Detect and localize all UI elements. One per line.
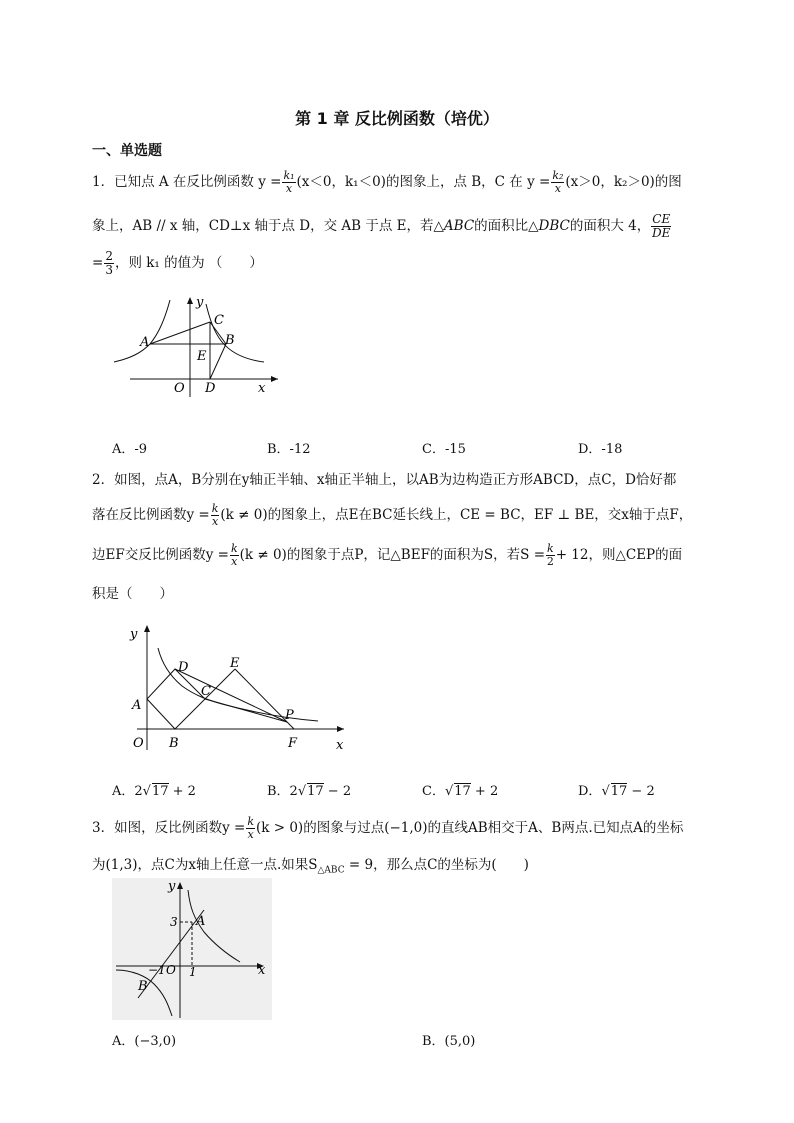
q1-label-x: x bbox=[258, 381, 266, 396]
q2-fraction-k-2: $\frac{k}{2}$ bbox=[546, 542, 554, 568]
q3-line-1 bbox=[92, 816, 683, 841]
q1-text: (x＞0，k₂＞0)的图 bbox=[565, 174, 682, 190]
q1-var: DBC bbox=[538, 218, 570, 234]
q1-fraction-k2: $\frac{\text{k₂}}{x}$ bbox=[552, 169, 564, 195]
q2-label-p: P bbox=[285, 708, 294, 723]
q1-label-y: y bbox=[196, 295, 204, 310]
arrow-icon bbox=[187, 297, 193, 304]
q2-figure bbox=[122, 620, 352, 755]
arrow-icon bbox=[271, 376, 278, 382]
q1-option-c: C．-15 bbox=[422, 442, 466, 457]
q2-option-d: D．√17 − 2 bbox=[578, 784, 655, 799]
q3-tick-1: 1 bbox=[189, 965, 197, 979]
q3-text: (k > 0)的图象与过点(−1,0)的直线AB相交于A、B两点.已知点A的坐标 bbox=[256, 820, 684, 836]
q2-text: 落在反比例函数y = bbox=[92, 507, 210, 523]
q2-text: (k ≠ 0)的图象于点P，记△BEF的面积为S，若S = bbox=[239, 547, 546, 563]
q2-line-2 bbox=[92, 503, 692, 528]
q3-option-a: A．(−3,0) bbox=[112, 1034, 177, 1049]
q1-curve-left bbox=[114, 300, 170, 362]
q1-label-o: O bbox=[174, 381, 185, 396]
q3-tick-3: 3 bbox=[170, 915, 178, 929]
q2-line-1: 2．如图，点A，B分别在y轴正半轴、x轴正半轴上，以AB为边构造正方形ABCD，点C，D恰好都 bbox=[92, 472, 677, 488]
q1-line-2 bbox=[92, 213, 672, 240]
q2-option-c: C．√17 + 2 bbox=[422, 784, 499, 799]
q1-label-a: A bbox=[140, 335, 150, 350]
q3-fraction-k-x: $\frac{k}{x}$ bbox=[247, 815, 254, 841]
q1-option-b: B．-12 bbox=[267, 442, 311, 457]
q2-line-4: 积是（ ） bbox=[92, 586, 173, 602]
q1-fraction-2-3: $\frac{2}{3}$ bbox=[105, 249, 113, 277]
q2-label-e: E bbox=[230, 656, 240, 671]
arrow-icon bbox=[144, 625, 150, 632]
q3-text: 为(1,3)，点C为x轴上任意一点.如果S bbox=[92, 857, 318, 873]
q2-fraction-k-x: $\frac{k}{x}$ bbox=[230, 542, 238, 568]
q2-label-y: y bbox=[130, 627, 138, 642]
q1-segment-bd bbox=[210, 344, 226, 379]
q2-line-3 bbox=[92, 543, 682, 568]
q1-text: (x＜0，k₁＜0)的图象上，点 B，C 在 y = bbox=[296, 174, 551, 190]
q3-option-b: B．(5,0) bbox=[422, 1034, 476, 1049]
q2-label-o: O bbox=[133, 736, 144, 751]
q1-fraction-k1: $\frac{\text{k₁}}{x}$ bbox=[283, 169, 295, 195]
q3-label-x: x bbox=[258, 963, 266, 978]
q1-text: = bbox=[92, 255, 104, 271]
q1-label-c: C bbox=[214, 313, 224, 328]
q3-label-y: y bbox=[168, 879, 176, 894]
q3-line-2 bbox=[92, 853, 529, 876]
q1-label-b: B bbox=[225, 333, 235, 348]
q2-label-b: B bbox=[169, 736, 179, 751]
q3-text: 3．如图，反比例函数y = bbox=[92, 820, 246, 836]
q1-line-3 bbox=[92, 250, 263, 277]
q3-figure bbox=[112, 878, 272, 1020]
q1-label-e: E bbox=[197, 349, 207, 364]
q1-var: ABC bbox=[443, 218, 475, 234]
q1-text: 的面积大 4， bbox=[569, 218, 651, 234]
q2-option-b: B．2√17 − 2 bbox=[267, 784, 352, 799]
q2-label-x: x bbox=[336, 738, 344, 753]
q1-line-1 bbox=[92, 170, 682, 195]
q2-text: (k ≠ 0)的图象上，点E在BC延长线上，CE = BC，EF ⊥ BE，交x轴于点F， bbox=[220, 507, 693, 523]
q3-label-b: B bbox=[138, 979, 148, 994]
q3-label-a: A bbox=[196, 914, 206, 929]
q1-text: 的面积比△ bbox=[474, 218, 539, 234]
page-title: 第 1 章 反比例函数（培优） bbox=[295, 109, 499, 128]
q2-segment-dp bbox=[175, 669, 287, 722]
q2-label-d: D bbox=[178, 660, 189, 675]
q2-fraction-k-x: $\frac{k}{x}$ bbox=[211, 502, 219, 528]
q3-text: = 9，那么点C的坐标为( ) bbox=[344, 857, 529, 873]
arrow-icon bbox=[337, 726, 344, 732]
q1-option-a: A．-9 bbox=[112, 442, 148, 457]
q1-text: ，则 k₁ 的值为 （ ） bbox=[114, 255, 263, 271]
q1-label-d: D bbox=[205, 381, 216, 396]
q3-subscript: △ABC bbox=[317, 865, 345, 876]
q2-label-f: F bbox=[288, 736, 298, 751]
q2-text: + 12，则△CEP的面 bbox=[555, 547, 683, 563]
section-heading: 一、单选题 bbox=[92, 143, 162, 159]
arrow-icon bbox=[177, 882, 183, 889]
q3-label-o: O bbox=[166, 963, 176, 977]
q1-text: 1．已知点 A 在反比例函数 y = bbox=[92, 174, 282, 190]
q2-label-a: A bbox=[132, 698, 142, 713]
q1-segment-ac bbox=[150, 322, 210, 344]
q3-tick-minus-1: −1 bbox=[148, 963, 166, 977]
q1-fraction-ce-de: $\frac{CE}{DE}$ bbox=[652, 212, 671, 240]
q2-text: 边EF交反比例函数y = bbox=[92, 547, 229, 563]
q2-label-c: C bbox=[201, 684, 211, 699]
q1-option-d: D．-18 bbox=[578, 442, 623, 457]
q2-square-abcd bbox=[147, 669, 205, 729]
q1-figure bbox=[108, 292, 286, 400]
q1-text: 象上，AB // x 轴，CD⊥x 轴于点 D，交 AB 于点 E，若△ bbox=[92, 218, 444, 234]
q2-option-a: A．2√17 + 2 bbox=[112, 784, 196, 799]
